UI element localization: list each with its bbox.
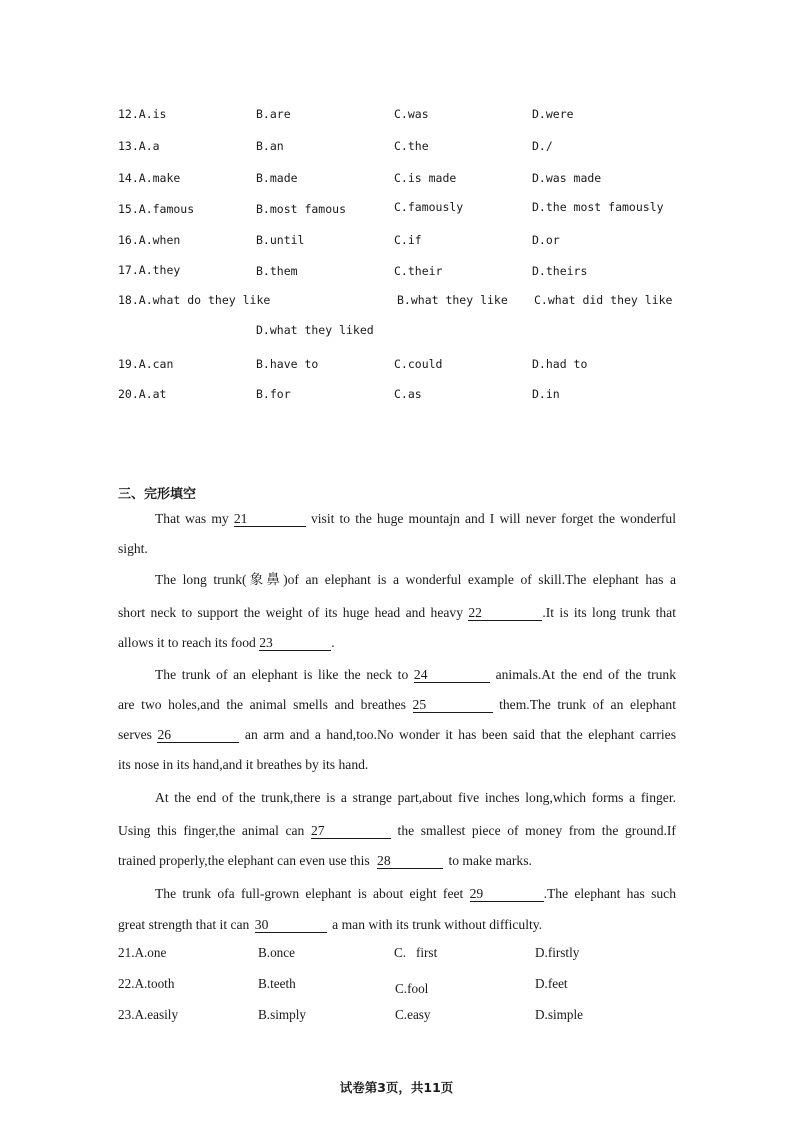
option-b: B.have to xyxy=(256,357,319,371)
option-b: B.for xyxy=(256,387,291,401)
option-b: B.them xyxy=(256,264,298,278)
passage-line: short neck to support the weight of its huge head and heavy 22 .It is its long trunk that xyxy=(118,605,676,620)
passage-line: The trunk ofa full-grown elephant is about eight feet 29 .The elephant has such xyxy=(155,886,676,901)
option-d: D.were xyxy=(532,107,574,121)
option-b: B.teeth xyxy=(258,976,296,991)
blank-28: 28 xyxy=(377,854,443,869)
option-d: D.theirs xyxy=(532,264,588,278)
option-d: D.firstly xyxy=(535,945,580,960)
passage-line: sight. xyxy=(118,541,148,556)
blank-27: 27 xyxy=(311,824,391,839)
option-b: B.made xyxy=(256,171,298,185)
option-d: D.or xyxy=(532,233,560,247)
option-c: C.is made xyxy=(394,171,457,185)
passage-line: The long trunk(象鼻)of an elephant is a wonderful example of skill.The elephant has a xyxy=(155,572,676,587)
option-d: D.was made xyxy=(532,171,602,185)
option-a: 18.A.what do they like xyxy=(118,293,271,307)
option-a: 12.A.is xyxy=(118,107,167,121)
passage-line: are two holes,and the animal smells and breathes 25 them.The trunk of an elephant xyxy=(118,697,676,712)
option-b: B.until xyxy=(256,233,305,247)
option-a: 15.A.famous xyxy=(118,202,195,216)
option-c: C.what did they like xyxy=(534,293,673,307)
option-b: B.are xyxy=(256,107,291,121)
blank-26: 26 xyxy=(157,728,239,743)
option-c: C.fool xyxy=(395,981,429,996)
option-c: C.was xyxy=(394,107,429,121)
option-d: D.had to xyxy=(532,357,588,371)
option-c: C.could xyxy=(394,357,443,371)
option-d: D.the most famously xyxy=(532,200,664,214)
blank-22: 22 xyxy=(468,606,542,621)
option-c: C.as xyxy=(394,387,422,401)
option-b: B.an xyxy=(256,139,284,153)
option-c: C.if xyxy=(394,233,422,247)
option-d: D./ xyxy=(532,139,553,153)
option-a: 13.A.a xyxy=(118,139,160,153)
option-a: 20.A.at xyxy=(118,387,167,401)
option-b: B.once xyxy=(258,945,295,960)
passage-line: At the end of the trunk,there is a strange part,about five inches long,which forms a finger. xyxy=(155,790,676,805)
option-d: D.simple xyxy=(535,1007,583,1022)
option-a: 14.A.make xyxy=(118,171,181,185)
option-b: B.most famous xyxy=(256,202,347,216)
option-a: 16.A.when xyxy=(118,233,181,247)
option-c: C.famously xyxy=(394,200,464,214)
passage-line: allows it to reach its food 23 . xyxy=(118,635,335,650)
option-b: B.simply xyxy=(258,1007,306,1022)
passage-line: serves 26 an arm and a hand,too.No wonder it has been said that the elephant carries xyxy=(118,727,676,742)
passage-line: The trunk of an elephant is like the neck to 24 animals.At the end of the trunk xyxy=(155,667,677,682)
passage-line: Using this finger,the animal can 27 the smallest piece of money from the ground.If xyxy=(118,823,676,838)
option-a: 17.A.they xyxy=(118,263,181,277)
blank-21: 21 xyxy=(234,512,306,527)
blank-24: 24 xyxy=(414,668,490,683)
section-title: 三、完形填空 xyxy=(118,487,197,502)
option-b: B.what they like xyxy=(397,293,508,307)
option-c: C.the xyxy=(394,139,429,153)
passage-line: great strength that it can 30 a man with its trunk without difficulty. xyxy=(118,917,543,932)
option-d: D.what they liked xyxy=(256,323,374,337)
page-footer: 试卷第3页，共11页 xyxy=(339,1080,454,1095)
option-a: 22.A.tooth xyxy=(118,976,175,991)
option-a: 21.A.one xyxy=(118,945,167,960)
option-c: C.easy xyxy=(395,1007,431,1022)
blank-29: 29 xyxy=(470,887,544,902)
option-a: 19.A.can xyxy=(118,357,174,371)
option-c: C.their xyxy=(394,264,443,278)
option-c: C. first xyxy=(394,945,438,960)
blank-30: 30 xyxy=(255,918,327,933)
passage-line: trained properly,the elephant can even use this 28 to make marks. xyxy=(118,853,532,868)
blank-23: 23 xyxy=(259,636,331,651)
blank-25: 25 xyxy=(413,698,493,713)
option-a: 23.A.easily xyxy=(118,1007,179,1022)
option-d: D.feet xyxy=(535,976,568,991)
passage-line: That was my 21 visit to the huge mountajn and I will never forget the wonderful xyxy=(155,511,676,526)
option-d: D.in xyxy=(532,387,560,401)
passage-line: its nose in its hand,and it breathes by its hand. xyxy=(118,757,369,772)
